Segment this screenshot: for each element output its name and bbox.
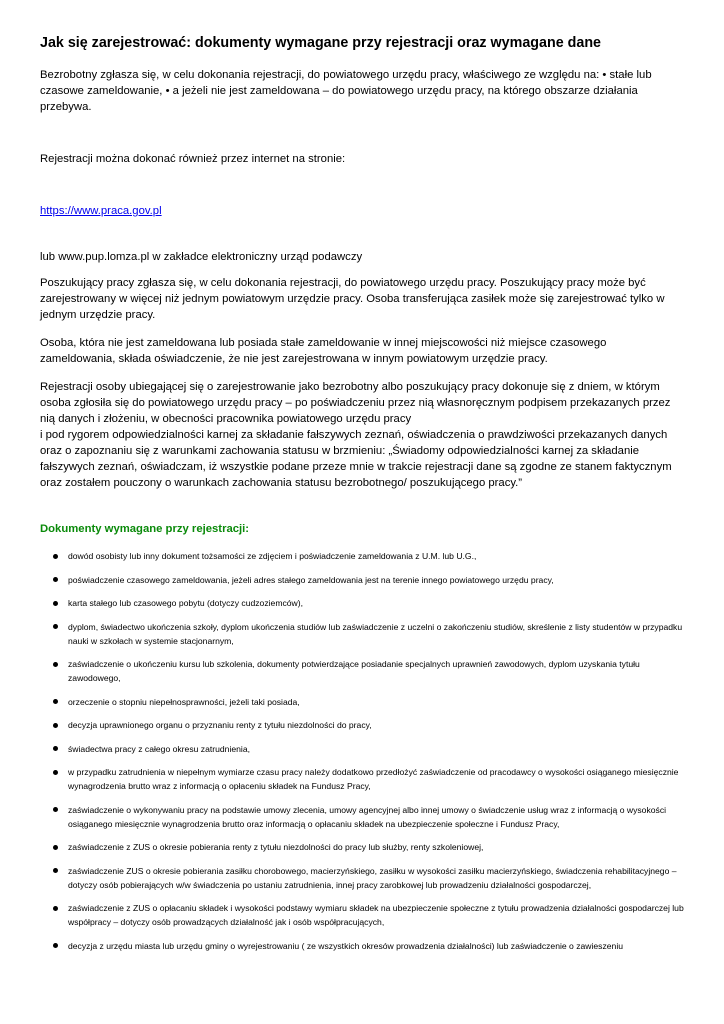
list-item-text: karta stałego lub czasowego pobytu (dotyczy cudzoziemców), [68,598,304,608]
list-item-text: poświadczenie czasowego zameldowania, jeżeli adres stałego zameldowania jest na terenie innego powiatowego urzędu pracy, [68,574,554,585]
statement-paragraph: i pod rygorem odpowiedzialności karnej za składanie fałszywych zeznań, oświadczenia o prawdziwości przekazanych danych oraz o zapoznaniu się z warunkami zachowania statusu w brzmieniu: „Świadomy odpowiedzialności karnej za składanie fałszywych zeznań, oświadczam, iż wszystkie podane przeze mnie w trakcie rejestracji dane są zgodne ze stanem faktycznym oraz zostałem pouczony o warunkach zachowania statusu bezrobotnego/ poszukującego pracy.” [40,429,672,489]
declaration-paragraph: Osoba, która nie jest zameldowana lub posiada stałe zameldowanie w innej miejscowości niż miejsce czasowego zameldowania, składa oświadczenie, że nie jest zarejestrowana w innym powiatowym urzędzie pracy. [40,337,607,365]
list-item [68,695,684,709]
page-title: Jak się zarejestrować: dokumenty wymagane przy rejestracji oraz wymagane dane [40,35,601,51]
list-item [68,620,684,648]
bullet-icon [53,662,58,667]
list-item-text: w przypadku zatrudnienia w niepełnym wymiarze czasu pracy należy dodatkowo przedłożyć zaświadczenie od pracodawcy o wysokości osiąganego miesięcznie wynagrodzenia brutto wraz z informacją o opłaceniu składek na Fundusz Pracy, [68,767,679,791]
docs-heading: Dokumenty wymagane przy rejestracji: [40,523,250,535]
bullet-icon [53,845,58,850]
list-item-text: zaświadczenie o ukończeniu kursu lub szkolenia, dokumenty potwierdzające posiadanie specjalnych uprawnień zawodowych, dyplom uzyskania tytułu zawodowego, [68,659,640,683]
bullet-icon [53,906,58,911]
list-item-text: orzeczenie o stopniu niepełnosprawności, jeżeli taki posiada, [68,696,300,707]
list-item [68,549,684,563]
online-registration-text: Rejestracji można dokonać również przez internet na stronie: [40,153,346,165]
praca-gov-link[interactable]: https://www.praca.gov.pl [40,205,162,217]
list-item [68,573,684,587]
list-item [68,765,684,793]
list-item-text: zaświadczenie z ZUS o opłacaniu składek i wysokości podstawy wymiaru składek na ubezpieczenie społeczne z tytułu prowadzenia działalności gospodarczej lub współpracy – dotyczy osób prowadzących działalność jak i osób współpracujących, [68,903,684,927]
list-item [68,596,684,610]
bullet-icon [53,624,58,629]
list-item-text: zaświadczenie ZUS o okresie pobierania zasiłku chorobowego, macierzyńskiego, zasiłku w wysokości zasiłku macierzyńskiego, świadczenia rehabilitacyjnego – dotyczy osób pobierających w/w świadczenia po ustaniu zatrudnienia, innej pracy zarobkowej lub prowadzeniu działalności gospodarczej, [68,865,677,890]
list-item [68,840,684,854]
bullet-icon [53,601,58,606]
bullet-icon [53,770,58,775]
intro-paragraph: Bezrobotny zgłasza się, w celu dokonania rejestracji, do powiatowego urzędu pracy, właściwego ze względu na: • stałe lub czasowe zameldowanie, • a jeżeli nie jest zameldowana – do powiatowego urzędu pracy, na którego obszarze działania przebywa. [40,69,652,113]
bullet-icon [53,943,58,948]
bullet-icon [53,868,58,873]
list-item-text: zaświadczenie o wykonywaniu pracy na podstawie umowy zlecenia, umowy agencyjnej albo innej umowy o świadczenie usług wraz z informacją o wysokości osiąganego miesięcznie wynagrodzenia brutto oraz informacją o opłacaniu składek na ubezpieczenie społeczne i Fundusz Pracy, [68,804,667,829]
bullet-icon [53,577,58,582]
list-item-text: dowód osobisty lub inny dokument tożsamości ze zdjęciem i poświadczenie zameldowania z U.M. lub U.G., [68,551,477,561]
bullet-icon [53,807,58,812]
pup-lomza-text: lub www.pup.lomza.pl w zakładce elektroniczny urząd podawczy [40,251,363,263]
registration-procedure-paragraph: Rejestracji osoby ubiegającej się o zarejestrowanie jako bezrobotny albo poszukujący pracy dokonuje się z dniem, w którym osoba zgłosiła się do powiatowego urzędu pracy – po poświadczeniu przez nią własnoręcznym podpisem przekazanych przez nią danych i złożeniu, w obecności pracownika powiatowego urzędu pracy [40,381,671,425]
list-item [68,718,684,732]
list-item [68,803,684,831]
list-item-text: decyzja uprawnionego organu o przyznaniu renty z tytułu niezdolności do pracy, [68,720,372,730]
required-documents-list [40,549,684,953]
list-item-text: dyplom, świadectwo ukończenia szkoły, dyplom ukończenia studiów lub zaświadczenie z uczelni o zakończeniu studiów, skreślenie z listy studentów w przypadku nauki w szkołach w systemie stacjonarnym, [68,621,683,646]
bullet-icon [53,723,58,728]
job-seeker-paragraph: Poszukujący pracy zgłasza się, w celu dokonania rejestracji, do powiatowego urzędu pracy. Poszukujący pracy może być zarejestrowany w więcej niż jednym powiatowym urzędzie pracy. Osoba transferująca zasiłek może się zarejestrować tylko w jednym urzędzie pracy. [40,277,665,321]
list-item [68,901,684,929]
list-item-text: zaświadczenie z ZUS o okresie pobierania renty z tytułu niezdolności do pracy lub służby, renty szkoleniowej, [68,842,484,852]
online-link-paragraph [40,203,684,219]
list-item-text: decyzja z urzędu miasta lub urzędu gminy o wyrejestrowaniu ( ze wszystkich okresów prowadzenia działalności) lub zaświadczenie o zawieszeniu [68,940,624,951]
list-item [68,864,684,892]
bullet-icon [53,699,58,704]
list-item [68,742,684,756]
bullet-icon [53,554,58,559]
list-item [68,939,684,953]
bullet-icon [53,746,58,751]
list-item-text: świadectwa pracy z całego okresu zatrudnienia, [68,743,250,754]
list-item [68,657,684,685]
